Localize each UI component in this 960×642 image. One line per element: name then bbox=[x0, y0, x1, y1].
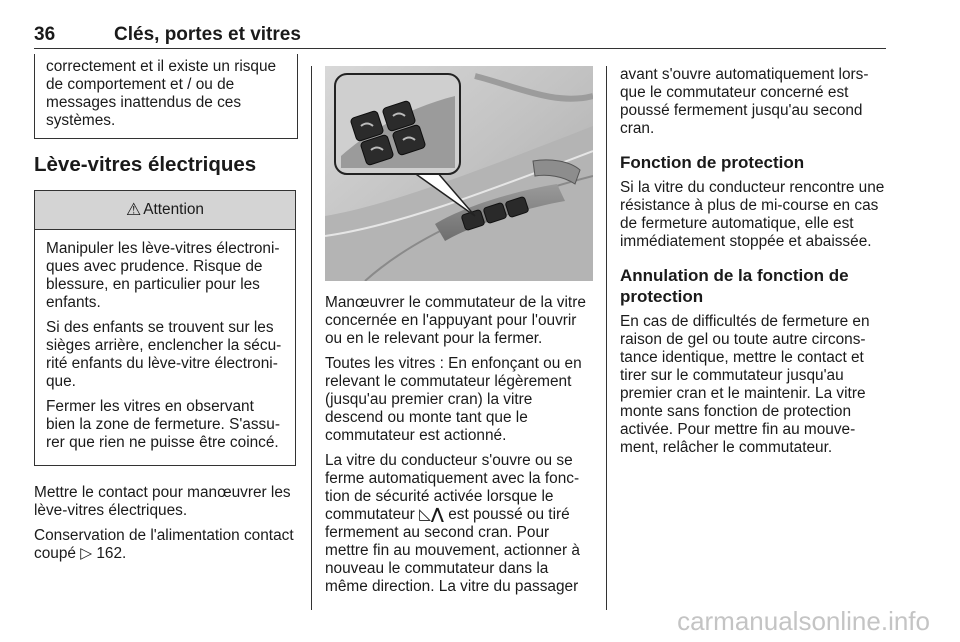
page-ref-arrow-icon[interactable]: ▷ bbox=[80, 545, 93, 562]
all-windows-paragraph: Toutes les vitres : En enfonçant ou en relevant le commutateur légèrement (jusqu'au premier cran) la vitre descend ou monte tant que le commutateur est actionné. bbox=[325, 355, 582, 444]
window-switch-icon: ◺⋀ bbox=[419, 506, 444, 523]
contact-paragraph: Mettre le contact pour manœuvrer les lève-vitres électriques. bbox=[34, 484, 291, 519]
window-switch-illustration bbox=[325, 66, 593, 281]
attention-box bbox=[34, 190, 296, 466]
column-1 bbox=[34, 54, 296, 570]
operate-switch-paragraph: Manœuvrer le commutateur de la vitre concernée en l'appuyant pour l'ouvrir ou en le relevant pour la fermer. bbox=[325, 294, 586, 347]
protection-heading: Fonction de protection bbox=[620, 153, 805, 172]
section-title: Lève-vitres électriques bbox=[34, 153, 257, 176]
driver-window-text-a: La vitre du conducteur s'ouvre ou se ferme automatiquement avec la fonction de sécurité activée lorsque le commutateur bbox=[325, 452, 580, 523]
cancel-protection-paragraph: En cas de difficultés de fermeture en raison de gel ou toute autre circonstance identique, mettre le contact et tirer sur le commutateur jusqu'au premier cran et le maintenir. La vitre monte sans fonction de protection activée. Pour mettre fin au mouvement, relâcher le commutateur. bbox=[620, 313, 870, 456]
protection-paragraph: Si la vitre du conducteur rencontre une résistance à plus de mi-course en cas de fermeture automatique, elle est immédiatement stoppée et abaissée. bbox=[620, 179, 885, 250]
attention-label: Attention bbox=[143, 201, 204, 218]
column-1-body bbox=[34, 484, 296, 563]
attention-paragraph-1: Manipuler les lève-vitres électroniques avec prudence. Risque de blessure, en particulier pour les enfants. bbox=[46, 240, 280, 311]
warning-triangle-icon: ⚠ bbox=[125, 200, 142, 219]
page-ref-link[interactable]: 162. bbox=[96, 545, 127, 562]
attention-paragraph-2: Si des enfants se trouvent sur les sièges arrière, enclencher la sécurité enfants du lève-vitre électronique. bbox=[46, 319, 282, 390]
column-divider-1 bbox=[311, 66, 312, 610]
page-number: 36 bbox=[34, 24, 56, 45]
retained-power-text: Conservation de l'alimentation contact coupé bbox=[34, 527, 294, 562]
attention-paragraph-3: Fermer les vitres en observant bien la zone de fermeture. S'assurer que rien ne puisse être coincé. bbox=[46, 398, 280, 451]
retained-power-paragraph bbox=[34, 527, 296, 563]
attention-header bbox=[35, 191, 295, 230]
passenger-window-paragraph: avant s'ouvre automatiquement lorsque le commutateur concerné est poussé fermement jusqu'au second cran. bbox=[620, 66, 869, 137]
column-divider-2 bbox=[606, 66, 607, 610]
column-2 bbox=[325, 66, 593, 603]
continued-warning-text: correctement et il existe un risque de comportement et / ou de messages inattendus de ces systèmes. bbox=[46, 58, 277, 129]
cancel-protection-heading: Annulation de la fonction de protection bbox=[620, 266, 849, 306]
watermark: carmanualsonline.info bbox=[677, 606, 930, 636]
column-3 bbox=[620, 66, 888, 464]
driver-window-text-b: est poussé ou tiré fermement au second cran. Pour mettre fin au mouvement, actionner à nouveau le commutateur dans la même direction. La vitre du passager bbox=[325, 506, 580, 595]
continued-warning-box bbox=[34, 54, 298, 139]
driver-window-paragraph bbox=[325, 452, 593, 596]
header-rule bbox=[34, 48, 886, 49]
attention-body bbox=[35, 230, 295, 465]
chapter-title: Clés, portes et vitres bbox=[114, 24, 301, 45]
